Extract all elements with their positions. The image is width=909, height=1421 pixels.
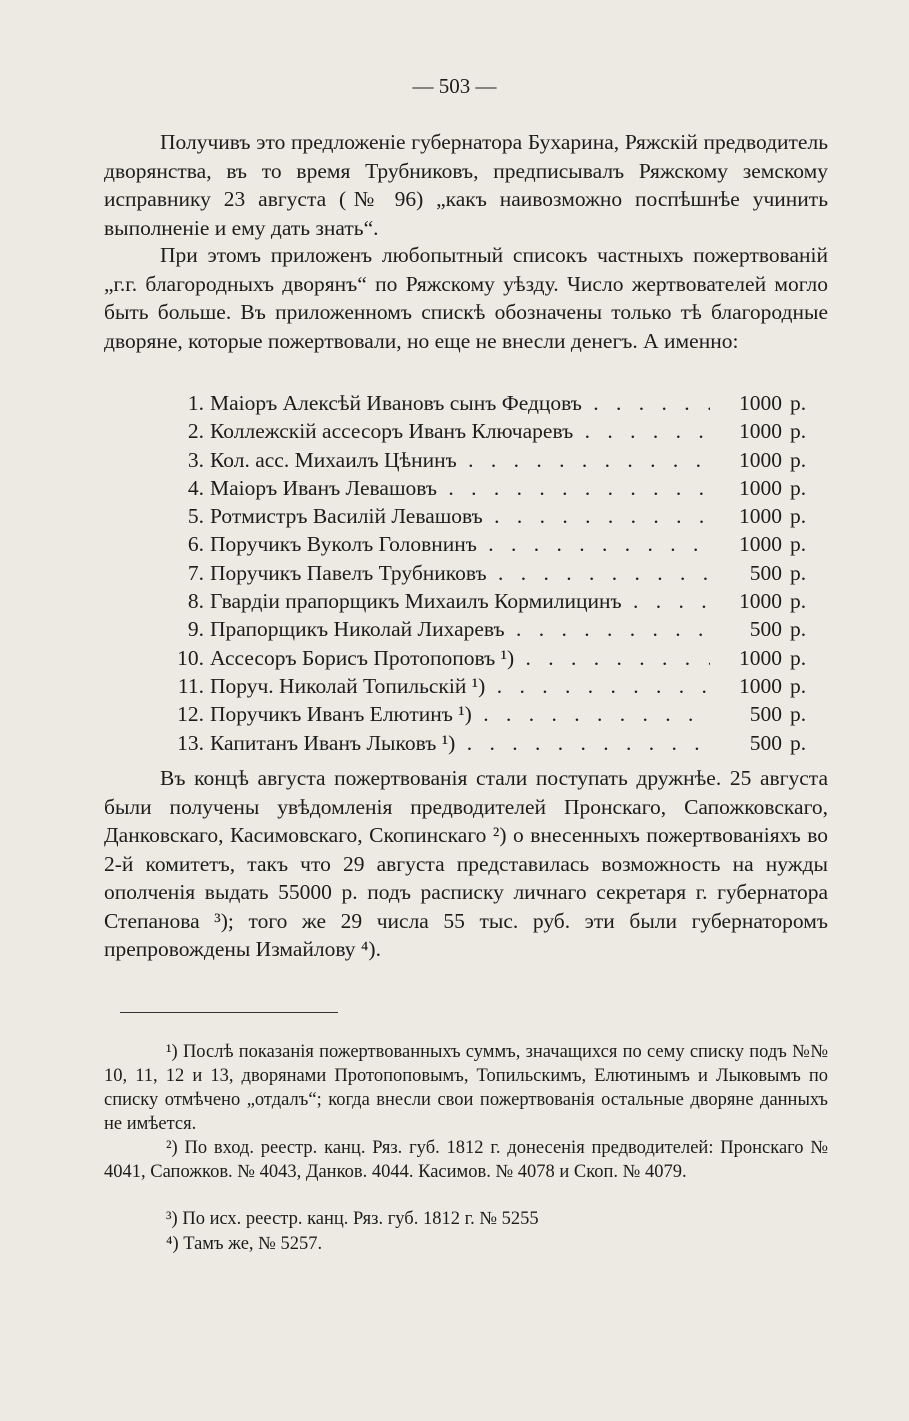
donor-amount: 1000 — [739, 419, 782, 444]
donor-row — [158, 731, 818, 759]
donor-name: Коллежскій ассесоръ Иванъ Ключаревъ . . — [210, 419, 710, 444]
donor-currency: р. — [790, 617, 807, 642]
footnote-4: ⁴) Тамъ же, № 5257. — [166, 1234, 323, 1254]
donor-row — [158, 391, 818, 419]
donor-currency: р. — [790, 504, 807, 529]
donor-row — [158, 561, 818, 589]
paragraph-2: При этомъ приложенъ любопытный списокъ частныхъ пожертвованій „г.г. благородныхъ дворянъ“ по Ряжскому уѣзду. Число жертвователей могло быть больше. Въ приложенномъ спискѣ обозначены только тѣ благородные дворяне, которые пожертвовали, но еще не внесли денегъ. А именно: — [104, 243, 828, 353]
donor-number: 10. — [177, 645, 204, 670]
donor-amount: 500 — [749, 702, 782, 727]
donor-number: 2. — [187, 419, 204, 444]
donor-number: 8. — [187, 589, 204, 614]
donor-currency: р. — [790, 475, 807, 500]
donor-number: 11. — [177, 673, 204, 698]
paragraph-3: Въ концѣ августа пожертвованія стали поступать дружнѣе. 25 августа были получены увѣдомленія предводителей Пронскаго, Сапожковскаго, Данковскаго, Касимовскаго, Скопинскаго ²) о внесенныхъ пожертвованіяхъ во 2-й комитетъ, такъ что 29 августа представилась возможность на нужды ополченія выдать 55000 р. подъ расписку личнаго секретаря г. губернатора Степанова ³); того же 29 числа 55 тыс. руб. эти были губернаторомъ препровождены Измайлову ⁴). — [104, 766, 828, 961]
donor-name: Поруч. Николай Топильскій ¹) . . — [210, 674, 710, 699]
donor-currency: р. — [790, 589, 807, 614]
donor-name: Поручикъ Вуколъ Головнинъ . . — [210, 532, 710, 557]
donor-number: 4. — [187, 475, 204, 500]
donor-name: Ассесоръ Борисъ Протопоповъ ¹) . . — [210, 646, 710, 671]
donor-row — [158, 646, 818, 674]
donor-row — [158, 674, 818, 702]
donor-name: Прапорщикъ Николай Лихаревъ . . — [210, 617, 710, 642]
donor-amount: 1000 — [739, 504, 782, 529]
donor-name: Поручикъ Иванъ Елютинъ ¹) . . — [210, 702, 710, 727]
page-number: — 503 — — [412, 74, 497, 98]
donor-currency: р. — [790, 532, 807, 557]
donor-row — [158, 589, 818, 617]
donor-currency: р. — [790, 447, 807, 472]
donor-row — [158, 617, 818, 645]
donor-currency: р. — [790, 391, 807, 415]
donor-amount: 1000 — [739, 645, 782, 670]
donor-name: Кол. асс. Михаилъ Цѣнинъ . . — [210, 448, 710, 473]
footnote-divider — [120, 1012, 338, 1013]
donor-currency: р. — [790, 560, 807, 585]
donor-amount: 500 — [749, 617, 782, 642]
donor-amount: 500 — [749, 560, 782, 585]
donor-amount: 1000 — [739, 447, 782, 472]
donor-number: 5. — [187, 504, 204, 529]
donor-amount: 1000 — [739, 673, 782, 698]
donor-row — [158, 532, 818, 560]
footnote-2: ²) По вход. реестр. канц. Ряз. губ. 1812 г. донесенія предводителей: Пронскаго № 4041, Сапожков. № 4043, Данков. 4044. Касимов. № 4078 и Скоп. № 4079. — [104, 1138, 828, 1182]
donor-name: Поручикъ Павелъ Трубниковъ . . — [210, 561, 710, 586]
donor-number: 3. — [187, 447, 204, 472]
paragraph-1: Получивъ это предложеніе губернатора Бухарина, Ряжскій предводитель дворянства, въ то время Трубниковъ, предписывалъ Ряжскому земскому исправнику 23 августа (№ 96) „какъ наивозможно поспѣшнѣе учинить выполненіе и ему дать знать“. — [104, 130, 828, 240]
donor-row — [158, 702, 818, 730]
donor-currency: р. — [790, 419, 807, 444]
donor-name: Капитанъ Иванъ Лыковъ ¹) . . — [210, 731, 710, 756]
donor-list — [158, 391, 818, 759]
donor-row — [158, 419, 818, 447]
donor-number: 13. — [177, 730, 204, 755]
donor-number: 6. — [187, 532, 204, 557]
donor-row — [158, 476, 818, 504]
donor-name: Маіоръ Алексѣй Ивановъ сынъ Федцовъ . . — [210, 391, 710, 416]
donor-number: 1. — [187, 391, 204, 415]
donor-amount: 1000 — [739, 475, 782, 500]
donor-currency: р. — [790, 730, 807, 755]
donor-currency: р. — [790, 645, 807, 670]
donor-amount: 500 — [749, 730, 782, 755]
footnote-3: ³) По исх. реестр. канц. Ряз. губ. 1812 г. № 5255 — [166, 1209, 539, 1229]
donor-amount: 1000 — [739, 589, 782, 614]
donor-name: Маіоръ Иванъ Левашовъ . . — [210, 476, 710, 501]
donor-row — [158, 448, 818, 476]
donor-amount: 1000 — [739, 532, 782, 557]
donor-name: Ротмистръ Василій Левашовъ . . — [210, 504, 710, 529]
donor-number: 7. — [187, 560, 204, 585]
donor-name: Гвардіи прапорщикъ Михаилъ Кормилицинъ . . — [210, 589, 710, 614]
donor-currency: р. — [790, 702, 807, 727]
donor-amount: 1000 — [739, 391, 782, 415]
footnote-1: ¹) Послѣ показанія пожертвованныхъ суммъ, значащихся по сему списку подъ №№ 10, 11, 12 и 13, дворянами Протопоповымъ, Топильскимъ, Елютинымъ и Лыковымъ по списку отмѣчено „отдалъ“; когда внесли свои пожертвованія остальные дворяне данныхъ не имѣется. — [104, 1042, 828, 1134]
donor-row — [158, 504, 818, 532]
donor-number: 9. — [187, 617, 204, 642]
donor-currency: р. — [790, 673, 807, 698]
donor-number: 12. — [177, 702, 204, 727]
